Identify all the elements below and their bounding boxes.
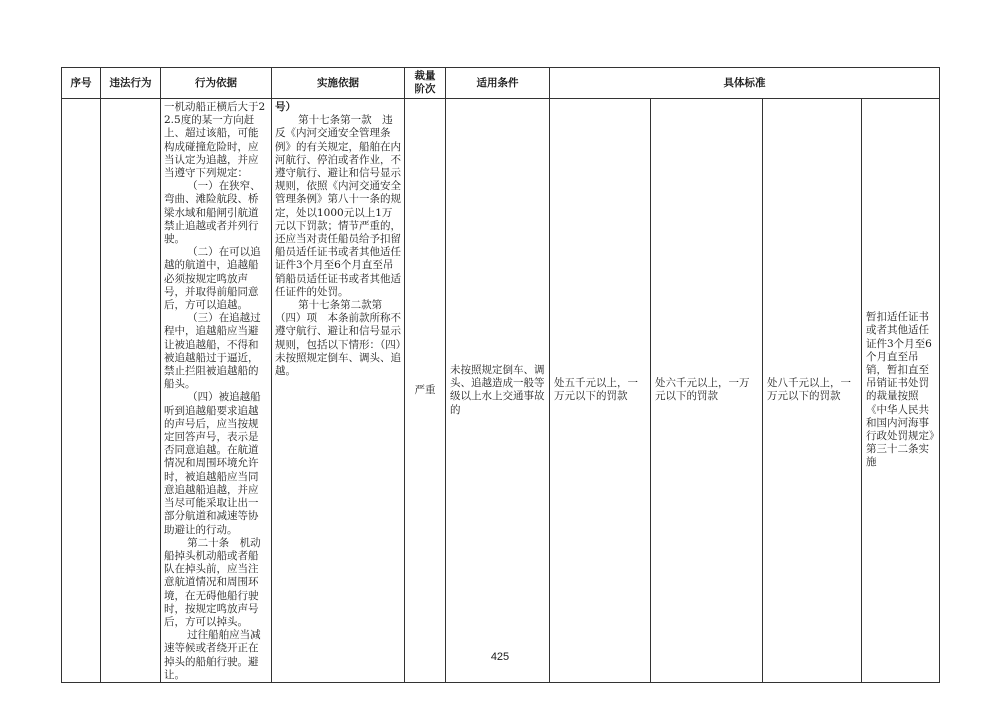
standard-cell-1: [550, 99, 651, 683]
header-impl-basis: 实施依据: [272, 68, 405, 99]
header-standard: 具体标准: [550, 68, 940, 99]
condition-value: 未按照规定倒车、调头、追越造成一般等级以上水上交通事故的: [450, 364, 545, 416]
basis-paragraph: 过往船舶应当减速等候或者绕开正在掉头的船舶行驶。避让。: [164, 629, 261, 681]
standard-value: 处八千元以上，一万元以下的罚款: [767, 377, 851, 403]
standard-cell-2: [651, 99, 763, 683]
level-value: 严重: [414, 383, 436, 396]
basis-paragraph: 一机动船正横后大于22.5度的某一方向赶上、超过该船，可能构成碰撞危险时，应当认定为追越，并应当遵守下列规定：: [164, 101, 266, 180]
seq-cell: [62, 99, 101, 683]
header-basis: 行为依据: [161, 68, 272, 99]
header-condition: 适用条件: [446, 68, 550, 99]
standard-value: 处六千元以上，一万元以下的罚款: [655, 377, 750, 403]
basis-paragraph: （二）在可以追越的航道中，追越船必须按规定鸣放声号，并取得前船同意后，方可以追越。: [164, 246, 261, 312]
header-row: [62, 68, 940, 99]
standard-value: 暂扣适任证书或者其他适任证件3个月至6个月直至吊销，暂扣直至吊销证书处罚的裁量按照《中华人民共和国内河海事行政处罚规定》第三十二条实施: [866, 311, 935, 469]
level-cell: [405, 99, 446, 683]
basis-paragraph: （四）被追越船听到追越船要求追越的声号后，应当按规定回答声号，表示是否同意追越。在航道情况和周围环境允许时，被追越船应当同意追越船追越，并应当尽可能采取让出一部分航道和减速等协助避让的行动。: [164, 391, 261, 536]
basis-paragraph: （一）在狭窄、弯曲、滩险航段、桥梁水域和船闸引航道禁止追越或者并列行驶。: [164, 180, 261, 246]
page-number: 425: [490, 651, 510, 663]
impl-paragraph: 第十七条第一款 违反《内河交通安全管理条例》的有关规定，船舶在内河航行、停泊或者作业，不遵守航行、避让和信号显示规则，依照《内河交通安全管理条例》第八十一条的规定，处以1000元以上1万元以下罚款；情节严重的，还应当对责任船员给予扣留船员适任证书或者其他适任证件3个月至6个月直至吊销船员适任证书或者其他适任证件的处罚。: [275, 114, 401, 298]
header-level: 裁量阶次: [405, 68, 446, 99]
standard-cell-4: [862, 99, 940, 683]
basis-paragraph: （三）在追越过程中，追越船应当避让被追越船，不得和被追越船过于逼近，禁止拦阻被追越船的船头。: [164, 312, 261, 391]
implementation-basis-cell: [272, 99, 405, 683]
impl-paragraph: 第十七条第二款第（四）项 本条前款所称不遵守航行、避让和信号显示规则，包括以下情形：（四）未按照规定倒车、调头、追越。: [275, 299, 401, 378]
header-seq: 序号: [62, 68, 101, 99]
violation-cell: [101, 99, 161, 683]
condition-cell: [446, 99, 550, 683]
table-row: [62, 99, 940, 683]
impl-paragraph: 号）: [275, 101, 296, 113]
standard-value: 处五千元以上，一万元以下的罚款: [554, 377, 638, 403]
behavior-basis-cell: [161, 99, 272, 683]
basis-paragraph: 第二十条 机动船掉头机动船或者船队在掉头前，应当注意航道情况和周围环境，在无碍他船行驶时，按规定鸣放声号后，方可以掉头。: [164, 536, 261, 628]
penalty-table: [61, 67, 940, 683]
header-violation: 违法行为: [101, 68, 161, 99]
standard-cell-3: [763, 99, 862, 683]
